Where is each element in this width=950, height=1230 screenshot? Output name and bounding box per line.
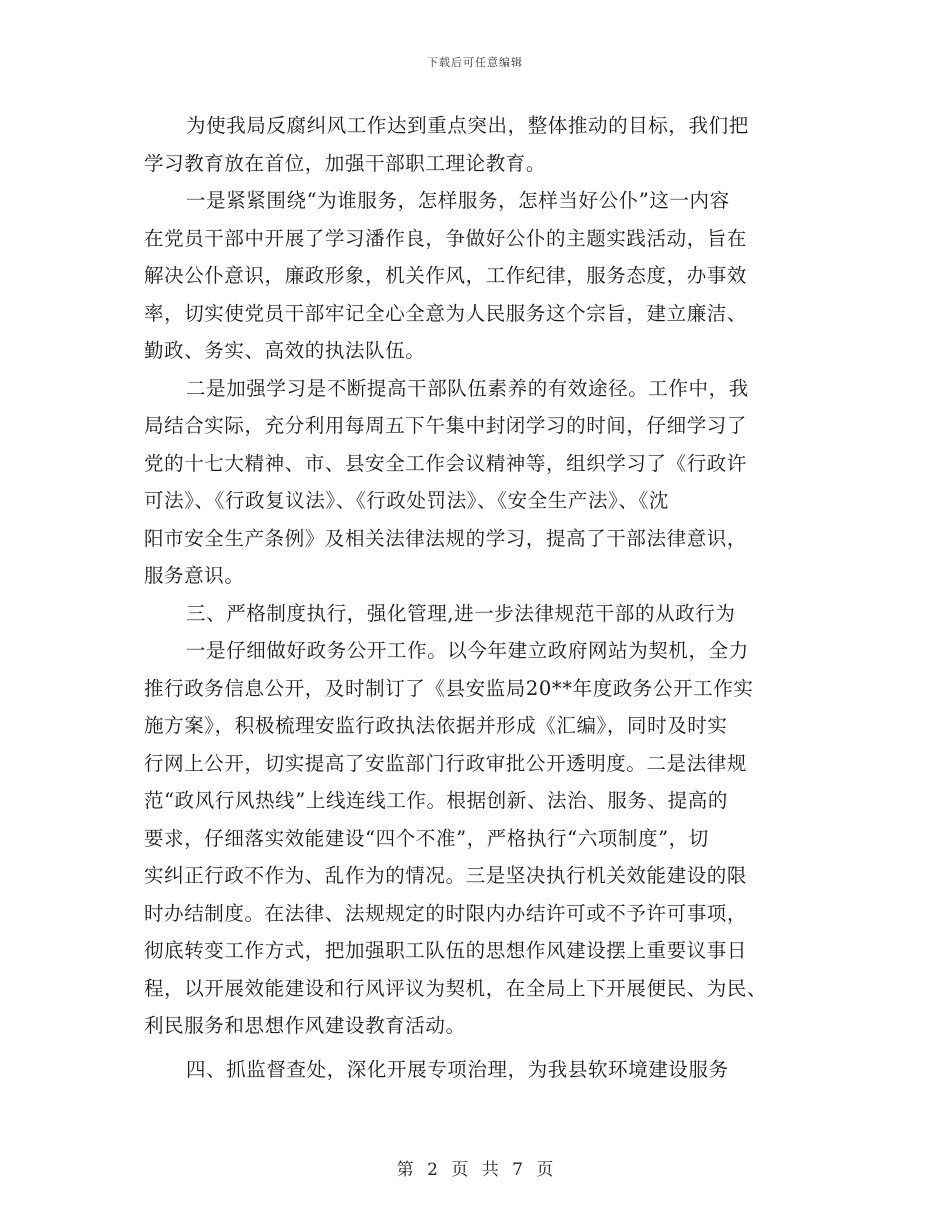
footer-current-page: 2 xyxy=(427,1160,438,1180)
paragraph-line: 为使我局反腐纠风工作达到重点突出，整体推动的目标，我们把 xyxy=(186,114,749,137)
section-heading: 三、严格制度执行，强化管理,进一步法律规范干部的从政行为 xyxy=(186,601,736,625)
paragraph-line: 范“政风行风热线”上线连线工作。根据创新、法治、服务、提高的 xyxy=(144,789,728,812)
paragraph-line: 勤政、务实、高效的执法队伍。 xyxy=(144,339,426,362)
paragraph-line: 服务意识。 xyxy=(144,564,245,587)
paragraph-line: 学习教育放在首位，加强干部职工理论教育。 xyxy=(144,151,547,175)
footer-prefix: 第 xyxy=(396,1160,414,1180)
footer-page-word: 页 xyxy=(451,1160,469,1180)
paragraph-line: 在党员干部中开展了学习潘作良，争做好公仆的主题实践活动，旨在 xyxy=(144,226,748,250)
paragraph-line: 一是紧紧围绕“为谁服务，怎样服务，怎样当好公仆”这一内容 xyxy=(186,189,730,212)
paragraph-line: 率，切实使党员干部牢记全心全意为人民服务这个宗旨，建立廉洁、 xyxy=(144,301,748,325)
document-body xyxy=(144,107,804,1088)
footer-total-word: 共 xyxy=(481,1160,499,1180)
paragraph-line: 一是仔细做好政务公开工作。以今年建立政府网站为契机，全力 xyxy=(186,639,749,662)
paragraph-line: 推行政务信息公开，及时制订了《县安监局20**年度政务公开工作实 xyxy=(144,676,754,700)
paragraph-line: 时办结制度。在法律、法规规定的时限内办结许可或不予许可事项， xyxy=(144,901,748,925)
paragraph-line: 行网上公开，切实提高了安监部门行政审批公开透明度。二是法律规 xyxy=(144,751,748,775)
paragraph-line: 阳市安全生产条例》及相关法律法规的学习，提高了干部法律意识， xyxy=(144,526,748,550)
footer-suffix: 页 xyxy=(536,1160,554,1180)
paragraph-line: 二是加强学习是不断提高干部队伍素养的有效途径。工作中，我 xyxy=(186,376,749,400)
paragraph-line: 党的十七大精神、市、县安全工作会议精神等，组织学习了《行政许 xyxy=(144,451,748,475)
section-heading: 四、抓监督查处，深化开展专项治理，为我县软环境建设服务 xyxy=(186,1057,729,1081)
paragraph-line: 施方案》，积极梳理安监行政执法依据并形成《汇编》，同时及时实 xyxy=(144,714,728,737)
page-header: 下载后可任意编辑 xyxy=(427,56,523,69)
footer-total-pages: 7 xyxy=(512,1160,523,1180)
paragraph-line: 程，以开展效能建设和行风评议为契机，在全局上下开展便民、为民、 xyxy=(144,976,768,1000)
paragraph-line: 彻底转变工作方式，把加强职工队伍的思想作风建设摆上重要议事日 xyxy=(144,939,748,962)
page-footer xyxy=(0,1155,950,1180)
paragraph-line: 要求，仔细落实效能建设“四个不准”，严格执行“六项制度”，切 xyxy=(144,826,709,850)
paragraph-line: 局结合实际，充分利用每周五下午集中封闭学习的时间，仔细学习了 xyxy=(144,414,748,437)
paragraph-line: 实纠正行政不作为、乱作为的情况。三是坚决执行机关效能建设的限 xyxy=(144,864,748,887)
paragraph-line: 可法》、《行政复议法》、《行政处罚法》、《安全生产法》、《沈 xyxy=(144,489,670,512)
paragraph-line: 解决公仆意识，廉政形象，机关作风，工作纪律，服务态度，办事效 xyxy=(144,264,748,287)
paragraph-line: 利民服务和思想作风建设教育活动。 xyxy=(144,1014,466,1037)
